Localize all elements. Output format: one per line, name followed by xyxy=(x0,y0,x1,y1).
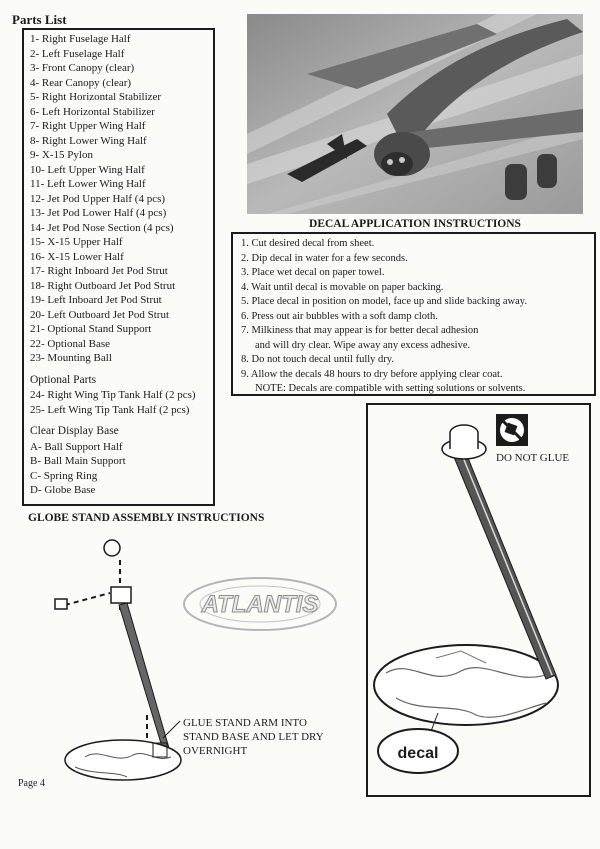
part-item: 23- Mounting Ball xyxy=(30,352,112,364)
b52-x15-illustration xyxy=(247,14,583,214)
part-item: 17- Right Inboard Jet Pod Strut xyxy=(30,265,168,277)
ball-support-half-icon xyxy=(55,599,67,609)
part-item: 7- Right Upper Wing Half xyxy=(30,120,146,132)
parts-list-box xyxy=(22,28,215,506)
optional-part-item: 25- Left Wing Tip Tank Half (2 pcs) xyxy=(30,403,190,416)
part-item: 14- Jet Pod Nose Section (4 pcs) xyxy=(30,221,174,234)
part-item: 4- Rear Canopy (clear) xyxy=(30,76,132,89)
display-base-heading: Clear Display Base xyxy=(30,425,119,437)
part-item: 9- X-15 Pylon xyxy=(30,149,93,161)
part-item: 11- Left Lower Wing Half xyxy=(30,178,146,190)
decal-step: 7. Milkiness that may appear is for better decal adhesion xyxy=(241,325,479,336)
page-number: Page 4 xyxy=(18,778,45,789)
globe-stand-title: GLOBE STAND ASSEMBLY INSTRUCTIONS xyxy=(28,512,265,524)
decal-step: and will dry clear. Wipe away any excess adhesive. xyxy=(255,339,471,351)
part-item: 16- X-15 Lower Half xyxy=(30,250,124,263)
display-base-item: B- Ball Main Support xyxy=(30,455,126,467)
display-base-item: D- Globe Base xyxy=(30,484,96,496)
part-item: 15- X-15 Upper Half xyxy=(30,236,123,248)
globe-base-detail-icon xyxy=(374,645,558,725)
optional-part-item: 24- Right Wing Tip Tank Half (2 pcs) xyxy=(30,389,196,401)
decal-step: 9. Allow the decals 48 hours to dry before applying clear coat. xyxy=(241,368,503,380)
decal-callout-label: decal xyxy=(397,745,439,762)
svg-text:ATLANTIS: ATLANTIS xyxy=(201,591,319,618)
decal-steps-list xyxy=(241,237,586,397)
part-item: 10- Left Upper Wing Half xyxy=(30,163,145,176)
optional-parts-list xyxy=(30,388,207,417)
part-item: 20- Left Outboard Jet Pod Strut xyxy=(30,308,170,321)
decal-step: NOTE: Decals are compatible with setting solutions or solvents. xyxy=(255,383,526,394)
part-item: 19- Left Inboard Jet Pod Strut xyxy=(30,294,162,306)
display-base-list xyxy=(30,440,207,498)
decal-step: 4. Wait until decal is movable on paper backing. xyxy=(241,281,444,293)
glue-note-line: GLUE STAND ARM INTO xyxy=(183,717,307,729)
globe-base-icon xyxy=(65,740,181,780)
part-item: 1- Right Fuselage Half xyxy=(30,33,131,45)
decal-step: 1. Cut desired decal from sheet. xyxy=(241,238,375,249)
part-item: 21- Optional Stand Support xyxy=(30,323,152,335)
part-item: 2- Left Fuselage Half xyxy=(30,47,125,60)
do-not-glue-label: DO NOT GLUE xyxy=(496,452,570,464)
part-item: 8- Right Lower Wing Half xyxy=(30,134,147,147)
spring-ring-icon xyxy=(104,540,120,556)
part-item: 3- Front Canopy (clear) xyxy=(30,62,135,74)
glue-stand-note xyxy=(183,716,383,758)
decal-step: 8. Do not touch decal until fully dry. xyxy=(241,354,394,365)
parts-list-heading: Parts List xyxy=(12,12,67,27)
parts-list xyxy=(30,32,207,366)
decal-step: 6. Press out air bubbles with a soft damp cloth. xyxy=(241,310,438,322)
part-item: 5- Right Horizontal Stabilizer xyxy=(30,91,162,103)
decal-instructions-title: DECAL APPLICATION INSTRUCTIONS xyxy=(309,218,521,230)
part-item: 22- Optional Base xyxy=(30,337,111,350)
glue-note-line: STAND BASE AND LET DRY xyxy=(183,731,324,743)
optional-parts-heading: Optional Parts xyxy=(30,373,97,386)
display-base-item: C- Spring Ring xyxy=(30,469,98,482)
part-item: 13- Jet Pod Lower Half (4 pcs) xyxy=(30,207,167,219)
display-base-item: A- Ball Support Half xyxy=(30,440,123,453)
decal-instructions-box xyxy=(231,232,596,396)
part-item: 6- Left Horizontal Stabilizer xyxy=(30,105,155,118)
part-item: 18- Right Outboard Jet Pod Strut xyxy=(30,279,176,292)
atlantis-logo xyxy=(180,572,340,636)
part-item: 12- Jet Pod Upper Half (4 pcs) xyxy=(30,192,166,205)
no-glue-icon xyxy=(496,414,528,446)
glue-note-line: OVERNIGHT xyxy=(183,745,248,757)
decal-step: 3. Place wet decal on paper towel. xyxy=(241,267,385,278)
decal-step: 2. Dip decal in water for a few seconds. xyxy=(241,252,408,264)
decal-step: 5. Place decal in position on model, face up and slide backing away. xyxy=(241,296,527,307)
